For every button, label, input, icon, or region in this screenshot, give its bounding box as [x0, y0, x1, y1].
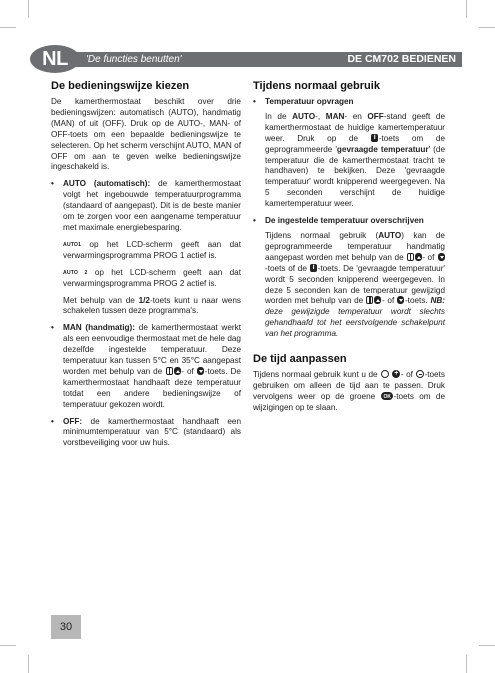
nb-text: deze gewijzigde temperatuur wordt slechts gehandhaafd tot het eerstvolgende schakelpunt van het programma. [265, 307, 445, 339]
crop-mark [0, 645, 16, 646]
minus-icon [416, 370, 424, 378]
temp-man: MAN [325, 111, 345, 121]
bullet-dot: • [51, 416, 54, 426]
temp-auto: AUTO [292, 111, 316, 121]
temp-paragraph [265, 112, 445, 210]
auto1-text: op het LCD-scherm geeft aan dat verwarmingsprogramma PROG 1 actief is. [63, 239, 241, 260]
mode-intro: De kamerthermostaat beschikt over drie bedieningswijzen: automatisch (AUTO), handmatig (MAN) of uit (OFF). Druk op de AUTO-, MAN- of OFF-toets om een bepaalde bedieningswijze te selecteren. Op het scherm verschijnt AUTO, MAN of OFF om aan te geven welke bedieningswijze ingeschakeld is. [51, 97, 241, 172]
auto-label: AUTO (automatisch): [63, 179, 151, 189]
auto2-text: op het LCD-scherm geeft aan dat verwarmingsprogramma PROG 2 actief is. [63, 267, 241, 288]
down-arrow-icon [397, 296, 404, 304]
normal-use-heading: Tijdens normaal gebruik [253, 80, 380, 92]
thermometer-icon [366, 296, 373, 304]
man-text-b: - of [181, 366, 194, 376]
bullet-dot: • [253, 216, 256, 226]
auto-bullet [51, 179, 241, 317]
temp-text-h: -toets om de geprogrammeerde ' [265, 133, 445, 154]
time-heading: De tijd aanpassen [253, 353, 347, 366]
set-text-c: ) kan de geprogrammeerde temperatuur handmatig aangepast worden met behulp van de [265, 230, 445, 262]
set-text-f: -toets. De 'gevraagde temperatuur' wordt 5 seconden knipperend weergegeven. In deze 5 seconden kan de temperatuur gewijzigd worden met behulp van de [265, 263, 445, 306]
crop-mark [479, 27, 495, 28]
crop-mark [479, 645, 495, 646]
crop-mark [28, 0, 29, 18]
set-text-g: - of [381, 296, 395, 306]
bullet-dot: • [51, 179, 54, 189]
man-label: MAN (handmatig): [63, 323, 135, 333]
set-text-h: -toets. [404, 296, 428, 306]
temp-label: Temperatuur opvragen [265, 97, 354, 106]
man-text-a: de kamerthermostaat werkt als een eenvoudige thermostaat met de hele dag dezelfde ingestelde temperatuur. Deze temperatuur kan tussen 5°C en 35°C aangepast worden met behulp van de [63, 323, 241, 376]
info-icon [371, 134, 378, 142]
mode-heading: De bedieningswijze kiezen [51, 80, 190, 92]
temp-text-c: -, [315, 111, 321, 121]
toggle-pre: Met behulp van de [63, 295, 135, 305]
chapter-title: DE CM702 BEDIENEN [347, 53, 456, 65]
up-arrow-icon [374, 296, 381, 304]
toggle-post: -toets kunt u naar wens schakelen tussen deze programma's. [63, 295, 241, 316]
temp-requested: gevraagde temperatuur [336, 144, 429, 154]
set-auto: AUTO [378, 230, 402, 240]
man-bullet [51, 323, 241, 410]
auto2-paragraph [63, 268, 241, 290]
set-text-d: - of [422, 252, 435, 262]
set-text-a: Tijdens normaal gebruik ( [265, 230, 379, 240]
down-arrow-icon [438, 253, 445, 261]
bullet-dot: • [253, 97, 256, 106]
up-arrow-icon [174, 367, 181, 375]
time-paragraph [253, 370, 445, 414]
auto1-tag: AUTO1 [63, 241, 81, 248]
crop-mark [466, 655, 467, 673]
override-paragraph [265, 231, 445, 340]
right-column [253, 80, 445, 414]
thermometer-icon [407, 253, 414, 261]
bullet-dot: • [51, 323, 54, 333]
off-bullet [51, 417, 241, 450]
auto2-tag: AUTO 2 [63, 269, 88, 276]
left-column [51, 80, 241, 449]
override-bullet [253, 216, 445, 340]
thermometer-icon [166, 367, 173, 375]
temp-text-g: -stand geeft de kamerthermostaat de huidige kamertemperatuur weer. Druk op de [265, 111, 446, 143]
page-number: 30 [51, 615, 81, 639]
temp-off: OFF [367, 111, 384, 121]
toggle-key: 1/2 [138, 295, 150, 305]
up-arrow-icon [415, 253, 422, 261]
page-header [30, 45, 462, 73]
override-label: De ingestelde temperatuur overschrijven [265, 216, 424, 226]
temp-text-a: In de [265, 111, 287, 121]
clock-icon [381, 370, 389, 378]
auto1-paragraph [63, 240, 241, 262]
crop-mark [28, 655, 29, 673]
nb-label: NB: [430, 296, 445, 306]
toggle-paragraph [63, 296, 241, 318]
set-text-e: -toets of de [265, 263, 307, 273]
ok-icon [381, 392, 393, 400]
crop-mark [0, 27, 16, 28]
time-text-a: Tijdens normaal gebruik kunt u de [253, 370, 378, 380]
auto-text: de kamerthermostaat volgt het ingebouwde temperatuurprogramma (standaard of aangepast). Dit is de beste manier om te zorgen voor een aangename temperatuur met maximale energiebesparing. [63, 179, 241, 232]
temp-text-j: ' (de temperatuur die de kamerthermostaat tracht te handhaven) te bekijken. Deze 'gevraagde temperatuur' wordt knipperend weergegeven. Na 5 seconden verschijnt de huidige kamertemperatuur weer. [265, 144, 445, 209]
time-text-b: - of [400, 370, 413, 380]
plus-icon [392, 370, 400, 378]
crop-mark [466, 0, 467, 18]
off-text: de kamerthermostaat handhaaft een minimumtemperatuur van 5°C (standaard) als vorstbeveiliging voor uw huis. [63, 416, 241, 448]
temp-bullet [253, 97, 445, 210]
language-badge: NL [30, 45, 80, 73]
man-text-c: -toets. De kamerthermostaat handhaaft deze temperatuur totdat een andere bedieningswijze of temperatuur gekozen wordt. [63, 366, 241, 409]
time-text-c: -toets gebruiken om alleen de tijd aan te passen. Druk vervolgens weer op de groene [253, 370, 445, 401]
info-icon [310, 264, 317, 272]
off-label: OFF: [63, 416, 83, 426]
section-title: 'De functies benutten' [86, 54, 182, 65]
temp-text-e: - en [344, 111, 362, 121]
down-arrow-icon [197, 367, 204, 375]
time-text-d: -toets om de wijzigingen op te slaan. [253, 391, 446, 412]
